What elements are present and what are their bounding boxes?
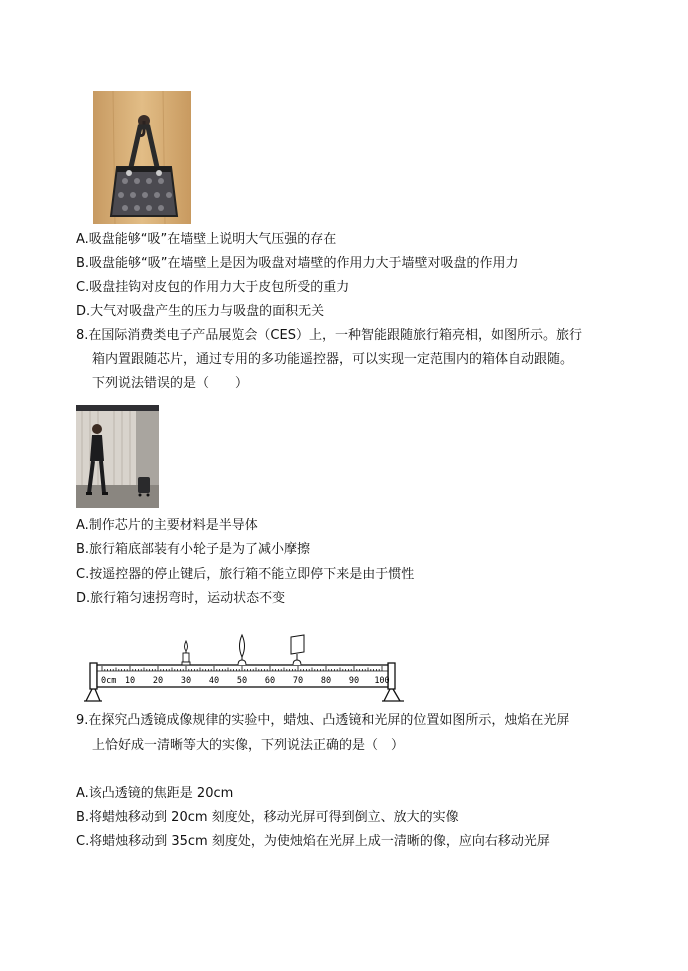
q8-option-b: B.旅行箱底部装有小轮子是为了减小摩擦	[76, 542, 311, 557]
q8-stem-line-3: 下列说法错误的是（ ）	[92, 376, 249, 391]
bench-tick-label: 20	[152, 676, 164, 686]
q9-stem-line-2: 上恰好成一清晰等大的实像，下列说法正确的是（ ）	[92, 738, 405, 753]
optical-bench-diagram	[84, 633, 406, 703]
q8-option-a: A.制作芯片的主要材料是半导体	[76, 518, 258, 533]
q9-option-b: B.将蜡烛移动到 20cm 刻度处，移动光屏可得到倒立、放大的实像	[76, 810, 459, 825]
q7-option-b: B.吸盘能够“吸”在墙壁上是因为吸盘对墙壁的作用力大于墙壁对吸盘的作用力	[76, 256, 519, 271]
q8-option-c: C.按遥控器的停止键后，旅行箱不能立即停下来是由于惯性	[76, 567, 415, 582]
q9-option-c: C.将蜡烛移动到 35cm 刻度处，为使烛焰在光屏上成一清晰的像，应向右移动光屏	[76, 834, 550, 849]
q9-option-a: A.该凸透镜的焦距是 20cm	[76, 786, 234, 801]
candle	[182, 641, 190, 665]
bench-tick-label: 10	[124, 676, 136, 686]
q7-option-c: C.吸盘挂钩对皮包的作用力大于皮包所受的重力	[76, 280, 350, 295]
bench-tick-label: 30	[180, 676, 192, 686]
q9-stem-line-1: 9.在探究凸透镜成像规律的实验中，蜡烛、凸透镜和光屏的位置如图所示，烛焰在光屏	[76, 713, 570, 728]
bench-tick-label: 50	[236, 676, 248, 686]
q7-option-d: D.大气对吸盘产生的压力与吸盘的面积无关	[76, 304, 325, 319]
bench-unit-label: 0cm	[101, 676, 117, 686]
bench-tick-label: 70	[292, 676, 304, 686]
handbag-suction-hook-photo	[93, 91, 191, 224]
light-screen	[291, 635, 304, 665]
bench-tick-label: 90	[348, 676, 360, 686]
bench-tick-label: 40	[208, 676, 220, 686]
q8-stem-line-2: 箱内置跟随芯片，通过专用的多功能遥控器，可以实现一定范围内的箱体自动跟随。	[92, 352, 574, 367]
q8-stem-line-1: 8.在国际消费类电子产品展览会（CES）上，一种智能跟随旅行箱亮相，如图所示。旅行	[76, 328, 582, 343]
bench-tick-label: 60	[264, 676, 276, 686]
q7-option-a: A.吸盘能够“吸”在墙壁上说明大气压强的存在	[76, 232, 337, 247]
bench-tick-label: 100	[374, 676, 390, 686]
convex-lens	[238, 635, 246, 665]
bench-tick-label: 80	[320, 676, 332, 686]
smart-suitcase-photo	[76, 405, 159, 508]
q8-option-d: D.旅行箱匀速拐弯时，运动状态不变	[76, 591, 286, 606]
